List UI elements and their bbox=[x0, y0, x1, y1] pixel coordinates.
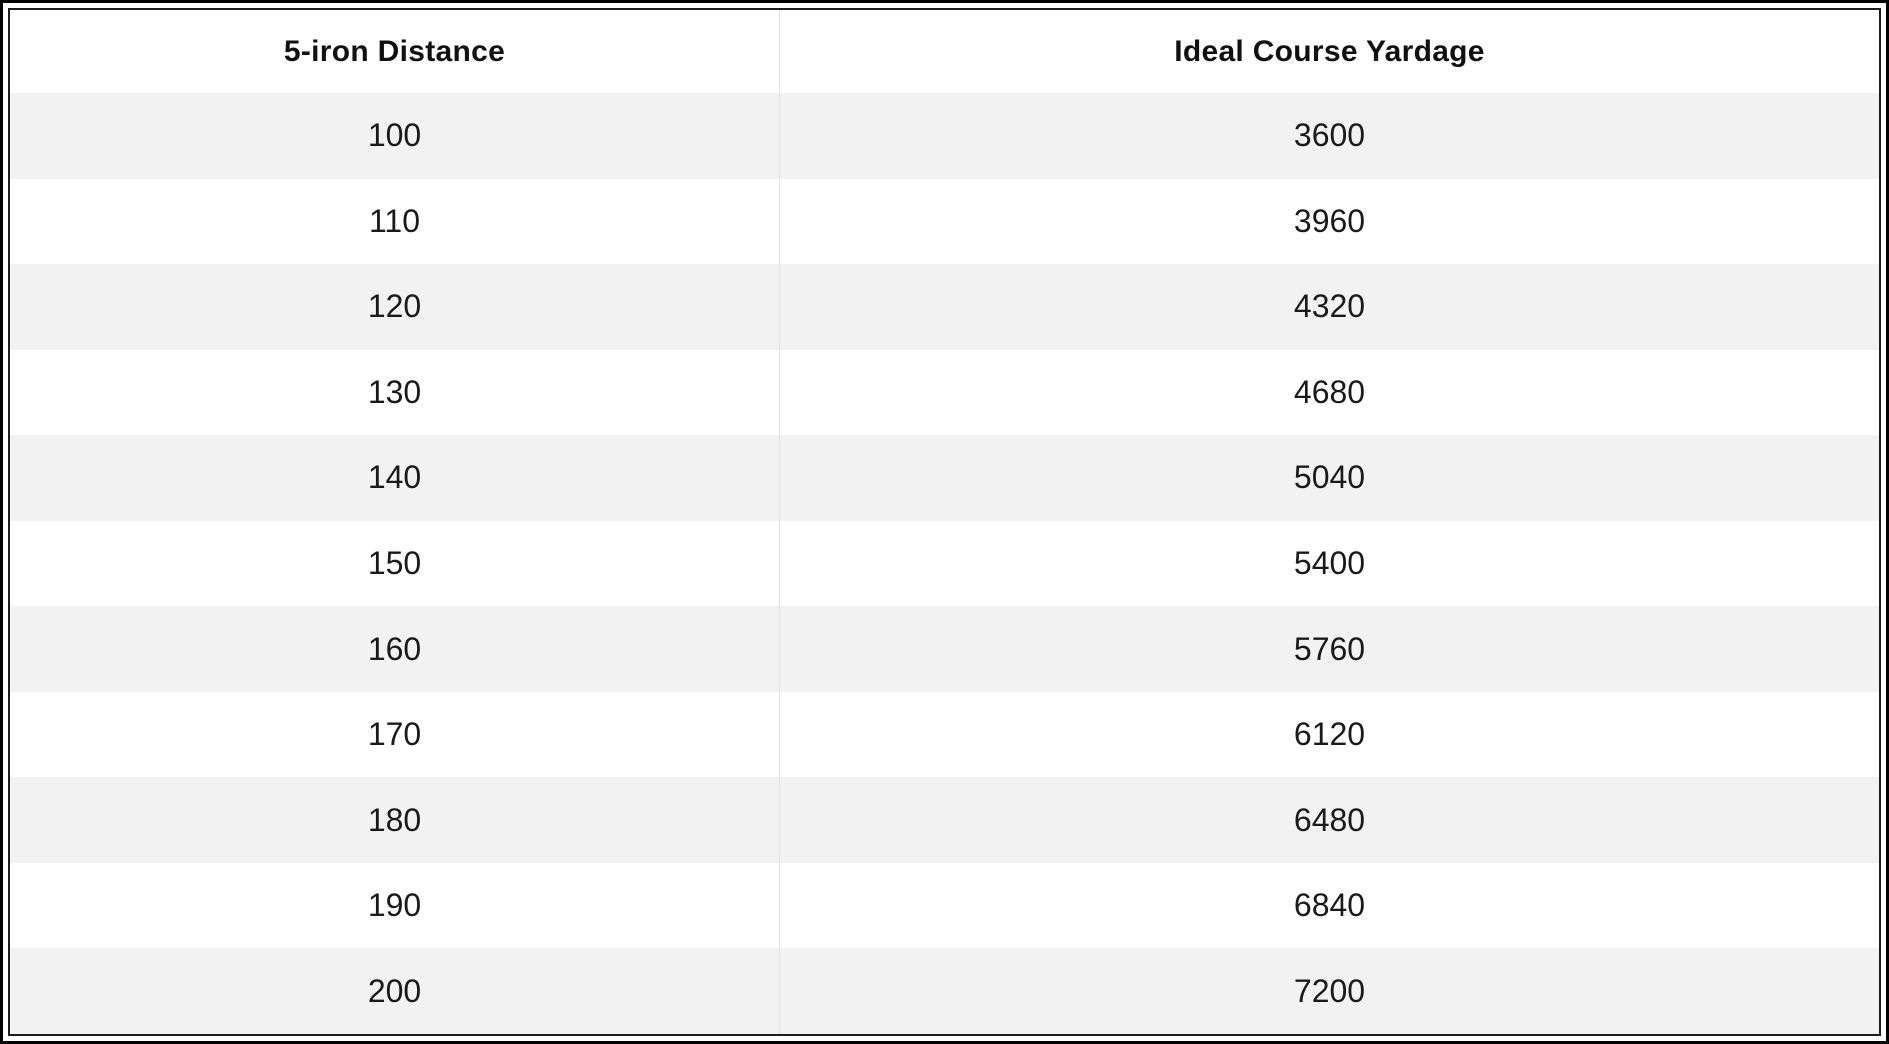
yardage-cell: 3600 bbox=[1293, 117, 1366, 154]
distance-cell: 110 bbox=[10, 179, 780, 265]
distance-cell: 170 bbox=[10, 692, 780, 778]
yardage-cell: 5400 bbox=[1293, 545, 1366, 581]
yardage-cell: 5040 bbox=[1293, 459, 1366, 496]
table-row bbox=[10, 692, 1879, 778]
table-row bbox=[10, 863, 1879, 949]
distance-cell: 140 bbox=[10, 435, 780, 521]
table-row bbox=[10, 606, 1879, 692]
column-header-distance: 5-iron Distance bbox=[10, 10, 780, 93]
table-row bbox=[10, 93, 1879, 179]
distance-cell: 190 bbox=[10, 863, 780, 949]
table-row bbox=[10, 179, 1879, 265]
distance-cell: 130 bbox=[10, 350, 780, 436]
distance-cell: 150 bbox=[10, 521, 780, 607]
yardage-cell: 6480 bbox=[1293, 801, 1366, 838]
distance-cell: 180 bbox=[10, 777, 780, 863]
distance-cell: 160 bbox=[10, 606, 780, 692]
yardage-cell: 6120 bbox=[1293, 716, 1366, 753]
yardage-cell: 5760 bbox=[1293, 630, 1366, 667]
yardage-cell: 3960 bbox=[1293, 202, 1366, 239]
distance-cell: 120 bbox=[10, 264, 780, 350]
table-row bbox=[10, 777, 1879, 863]
table-row bbox=[10, 435, 1879, 521]
column-header-yardage: Ideal Course Yardage bbox=[1174, 34, 1485, 68]
table-header-row bbox=[10, 10, 1879, 93]
yardage-table bbox=[8, 8, 1881, 1036]
distance-cell: 100 bbox=[10, 93, 780, 179]
yardage-cell: 7200 bbox=[1293, 972, 1366, 1009]
yardage-cell: 4320 bbox=[1293, 288, 1366, 325]
table-row bbox=[10, 948, 1879, 1034]
table-row bbox=[10, 350, 1879, 436]
yardage-cell: 6840 bbox=[1293, 887, 1366, 924]
table-row bbox=[10, 264, 1879, 350]
table-row bbox=[10, 521, 1879, 607]
table-body bbox=[10, 93, 1879, 1034]
distance-cell: 200 bbox=[10, 948, 780, 1034]
yardage-cell: 4680 bbox=[1293, 373, 1366, 410]
